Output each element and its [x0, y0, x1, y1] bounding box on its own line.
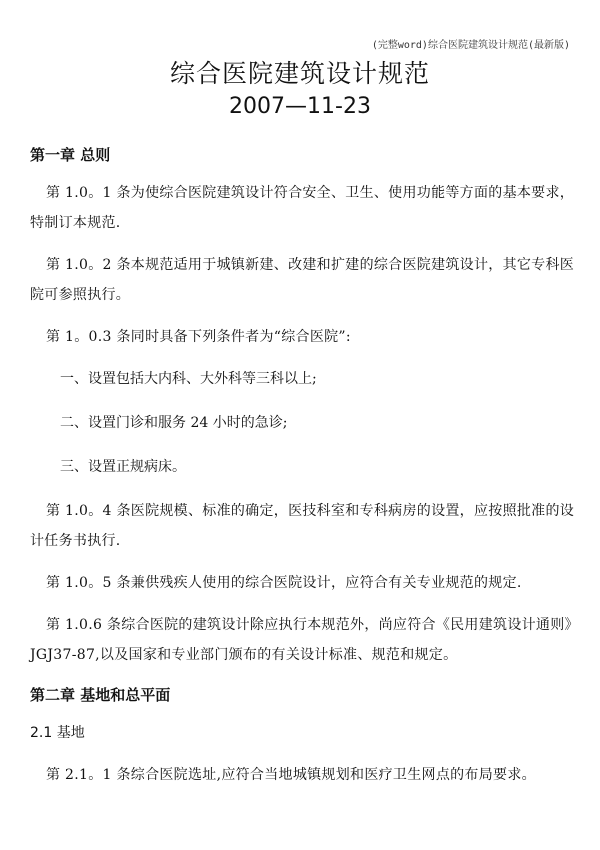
- document-title: 综合医院建筑设计规范: [169, 59, 430, 88]
- chapter-1-heading: 第一章 总则: [30, 146, 111, 164]
- article-1-0-4: 第 1.0。4 条医院规模、标准的确定，医技科室和专科病房的设置，应按照批准的设计任务书执行.: [30, 503, 575, 549]
- section-2-1-heading: 2.1 基地: [30, 725, 85, 741]
- condition-item-2: 二、设置门诊和服务 24 小时的急诊;: [60, 415, 288, 431]
- article-1-0-3: 第 1。0.3 条同时具备下列条件者为“综合医院”:: [46, 329, 351, 345]
- document-date: 2007—11-23: [229, 94, 371, 119]
- article-1-0-1: 第 1.0。1 条为使综合医院建筑设计符合安全、卫生、使用功能等方面的基本要求，特制订本规范.: [30, 185, 575, 231]
- article-1-0-6: 第 1.0.6 条综合医院的建筑设计除应执行本规范外，尚应符合《民用建筑设计通则》JGJ37-87,以及国家和专业部门颁布的有关设计标准、规范和规定。: [30, 617, 572, 663]
- article-1-0-2: 第 1.0。2 条本规范适用于城镇新建、改建和扩建的综合医院建筑设计，其它专科医院可参照执行。: [30, 257, 575, 303]
- article-2-1-1: 第 2.1。1 条综合医院选址,应符合当地城镇规划和医疗卫生网点的布局要求。: [46, 767, 536, 783]
- condition-item-1: 一、设置包括大内科、大外科等三科以上;: [60, 371, 317, 387]
- condition-item-3: 三、设置正规病床。: [60, 459, 186, 475]
- document-body: [30, 142, 575, 802]
- chapter-2-heading: 第二章 基地和总平面: [30, 686, 171, 704]
- article-1-0-5: 第 1.0。5 条兼供残疾人使用的综合医院设计，应符合有关专业规范的规定.: [46, 575, 522, 591]
- document-header-note: (完整word)综合医院建筑设计规范(最新版): [371, 40, 570, 51]
